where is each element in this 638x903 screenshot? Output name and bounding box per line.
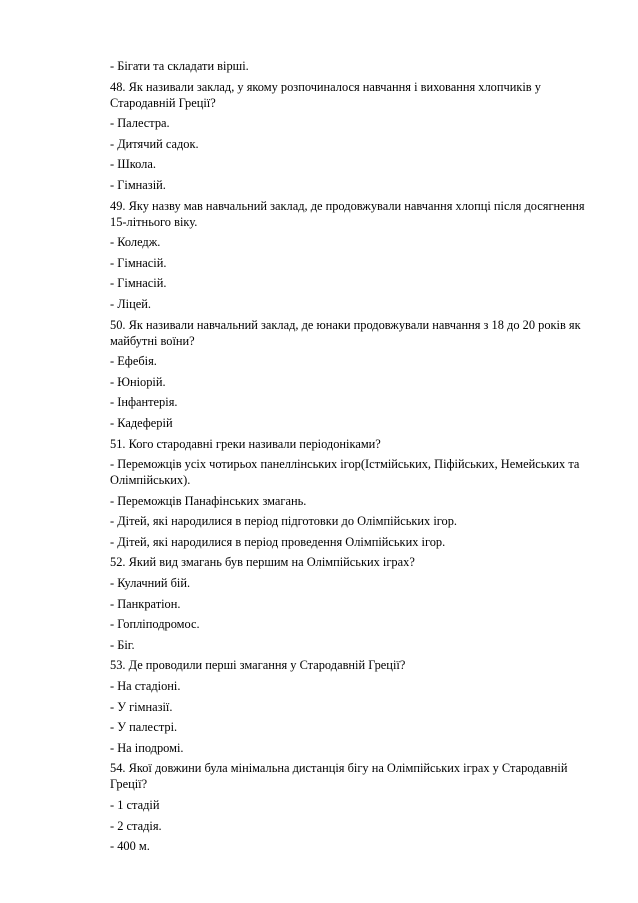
answer-option: - Гімнасій. bbox=[110, 276, 167, 291]
answer-option: - 2 стадія. bbox=[110, 818, 162, 833]
answer-option: - Коледж. bbox=[110, 235, 161, 250]
question-text: 52. Який вид змагань був першим на Олімпійських іграх? bbox=[110, 555, 415, 570]
answer-option: - На стадіоні. bbox=[110, 679, 181, 694]
answer-option: - Кулачний бій. bbox=[110, 576, 191, 591]
answer-option: - Дітей, які народилися в період проведення Олімпійських ігор. bbox=[110, 534, 446, 549]
answer-option: - Бігати та складати вірші. bbox=[110, 59, 249, 73]
answer-option: - Юніорій. bbox=[110, 374, 166, 389]
answer-option: - 400 м. bbox=[110, 839, 150, 854]
answer-option: - Інфантерія. bbox=[110, 395, 178, 410]
answer-option: - Гімназій. bbox=[110, 177, 166, 192]
answer-option: - Біг. bbox=[110, 637, 135, 652]
answer-option: - Переможців усіх чотирьох панеллінських ігор(Істмійських, Піфійських, Немейських та Олімпійських). bbox=[110, 457, 580, 488]
answer-option: - На іподромі. bbox=[110, 740, 184, 755]
answer-option: - Ліцей. bbox=[110, 296, 151, 311]
answer-option: - Палестра. bbox=[110, 116, 170, 131]
question-text: 50. Як називали навчальний заклад, де юнаки продовжували навчання з 18 до 20 років як майбутні воїни? bbox=[110, 317, 581, 348]
question-text: 49. Яку назву мав навчальний заклад, де продовжували навчання хлопці після досягнення 15-літнього віку. bbox=[110, 198, 585, 229]
question-text: 53. Де проводили перші змагання у Стародавній Греції? bbox=[110, 658, 406, 673]
answer-option: - Дитячий садок. bbox=[110, 136, 199, 151]
answer-option: - Кадеферій bbox=[110, 415, 173, 430]
answer-option: - Гімнасій. bbox=[110, 255, 167, 270]
answer-option: - 1 стадій bbox=[110, 798, 160, 812]
answer-option: - Дітей, які народилися в період підготовки до Олімпійських ігор. bbox=[110, 514, 458, 529]
question-text: 51. Кого стародавні греки називали періодоніками? bbox=[110, 436, 381, 451]
question-text: 48. Як називали заклад, у якому розпочиналося навчання і виховання хлопчиків у Стародавній Греції? bbox=[110, 79, 541, 110]
answer-option: - Школа. bbox=[110, 157, 156, 172]
answer-option: - Гопліподромос. bbox=[110, 617, 200, 632]
answer-option: - Ефебія. bbox=[110, 354, 157, 369]
answer-option: - У палестрі. bbox=[110, 720, 178, 735]
question-text: 54. Якої довжини була мінімальна дистанція бігу на Олімпійських іграх у Стародавній Греції? bbox=[110, 761, 568, 792]
answer-option: - Панкратіон. bbox=[110, 596, 181, 611]
answer-option: - Переможців Панафінських змагань. bbox=[110, 493, 307, 508]
answer-option: - У гімназії. bbox=[110, 699, 173, 714]
document-body bbox=[110, 58, 590, 859]
